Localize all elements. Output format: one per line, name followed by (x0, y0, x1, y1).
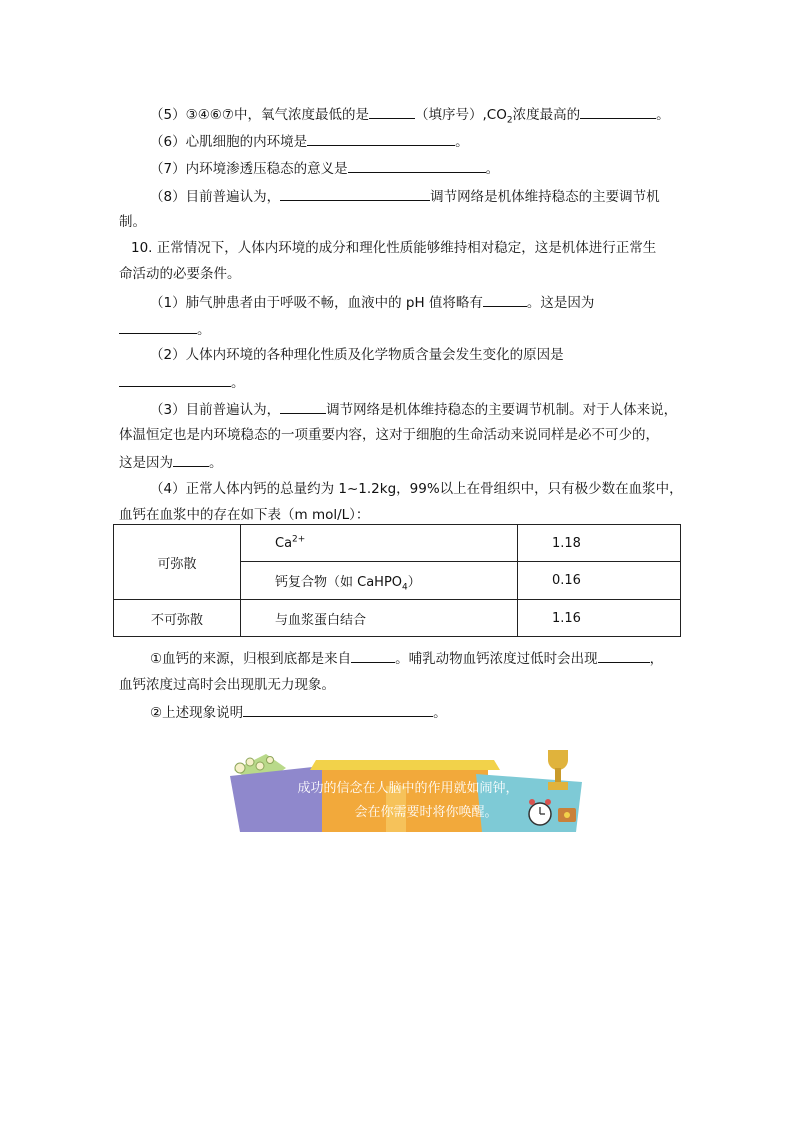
question-10-part-2: （2）人体内环境的各种理化性质及化学物质含量会发生变化的原因是 (150, 347, 564, 363)
question-6: （6）心肌细胞的内环境是 。 (150, 131, 469, 152)
radio-icon (558, 808, 576, 822)
question-10-sub-2: ②上述现象说明 。 (150, 702, 447, 723)
answer-blank[interactable] (280, 399, 326, 414)
answer-blank[interactable] (119, 372, 231, 387)
answer-blank[interactable] (580, 104, 656, 119)
answer-blank[interactable] (351, 648, 395, 663)
answer-blank[interactable] (280, 186, 430, 201)
question-10-part-4-cont: 血钙在血浆中的存在如下表（m mol/L）： (119, 507, 370, 523)
table-row (114, 525, 681, 562)
answer-blank[interactable] (173, 452, 209, 467)
question-8-cont: 制。 (119, 214, 146, 230)
answer-blank[interactable] (348, 158, 486, 173)
motivational-banner (226, 748, 588, 834)
trophy-icon (548, 750, 568, 790)
question-10-part-3: （3）目前普遍认为， 调节网络是机体维持稳态的主要调节机制。对于人体来说， (150, 399, 677, 420)
table-row (114, 600, 681, 637)
question-10-sub-1: ①血钙的来源，归根到底都是来自 。哺乳动物血钙浓度过低时会出现 ， (150, 648, 663, 669)
question-10-intro: 10. 正常情况下，人体内环境的成分和理化性质能够维持相对稳定，这是机体进行正常生 (131, 240, 657, 256)
banner-line-1: 成功的信念在人脑中的作用就如闹钟， (297, 781, 519, 796)
question-7: （7）内环境渗透压稳态的意义是 。 (150, 158, 499, 179)
table-cell-complex: 钙复合物（如 CaHPO$_4$） (241, 562, 518, 600)
answer-blank[interactable] (369, 104, 415, 119)
answer-blank[interactable] (598, 648, 650, 663)
answer-blank[interactable] (483, 292, 527, 307)
calcium-table (113, 524, 681, 637)
banner-roof (310, 760, 500, 770)
banner-panel-left (230, 766, 330, 832)
table-cell-protein: 与血浆蛋白结合 (241, 600, 518, 637)
question-5: （5）③④⑥⑦中，氧气浓度最低的是 （填序号）$,CO_2$浓度最高的 。 (150, 104, 670, 125)
alarm-clock-icon (529, 799, 551, 825)
question-10-part-2-cont: 。 (119, 372, 245, 393)
question-10-part-1: （1）肺气肿患者由于呼吸不畅，血液中的 pH 值将略有 。这是因为 (150, 292, 594, 313)
table-cell-complex-value: 0.16 (518, 562, 681, 600)
question-10-part-3-cont2: 这是因为 。 (119, 452, 223, 473)
question-10-intro-cont: 命活动的必要条件。 (119, 266, 241, 282)
question-10-part-1-cont: 。 (119, 319, 211, 340)
table-cell-non-diffusible: 不可弥散 (114, 600, 241, 637)
answer-blank[interactable] (119, 319, 197, 334)
question-10-part-3-cont: 体温恒定也是内环境稳态的一项重要内容，这对于细胞的生命活动来说同样是必不可少的， (119, 427, 659, 443)
question-10-sub-1-cont: 血钙浓度过高时会出现肌无力现象。 (119, 677, 335, 693)
question-8: （8）目前普遍认为， 调节网络是机体维持稳态的主要调节机 (150, 186, 660, 207)
table-cell-ca-value: 1.18 (518, 525, 681, 562)
answer-blank[interactable] (243, 702, 433, 717)
table-cell-protein-value: 1.16 (518, 600, 681, 637)
answer-blank[interactable] (307, 131, 455, 146)
table-cell-ca: $Ca^{2+}$ (241, 525, 518, 562)
table-cell-diffusible: 可弥散 (114, 525, 241, 600)
banner-line-2: 会在你需要时将你唤醒。 (354, 805, 498, 820)
question-10-part-4: （4）正常人体内钙的总量约为 1~1.2kg，99%以上在骨组织中，只有极少数在血浆中， (150, 481, 683, 497)
